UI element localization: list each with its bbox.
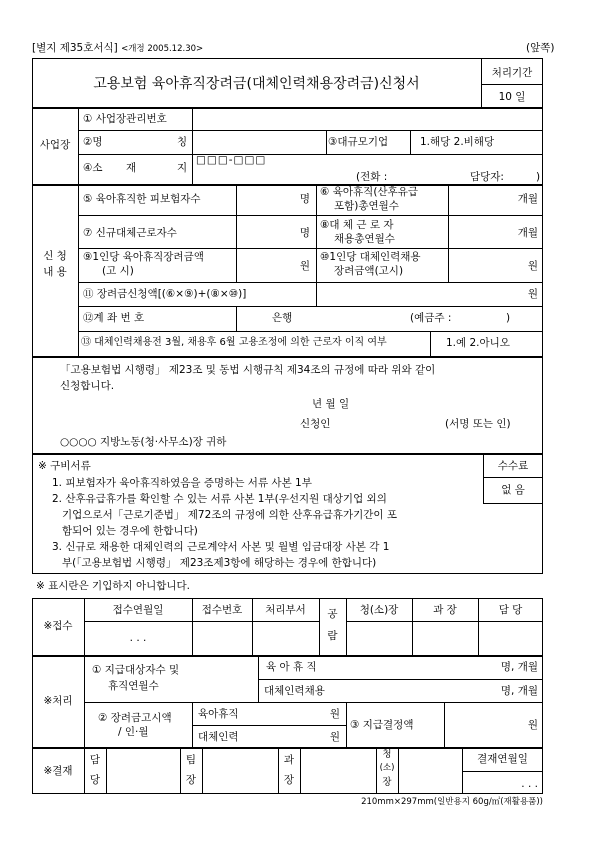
review-label-a: 공 <box>327 608 338 620</box>
processing-period-value: 10 일 <box>498 91 526 103</box>
account-number-label: ⑫계 좌 번 호 <box>83 312 145 324</box>
declaration-line-1: 「고용보험법 시행령」 제23조 및 동법 시행규칙 제34조의 규정에 따라 위와 같이 <box>60 364 436 376</box>
request-section-label-b: 내 용 <box>43 266 67 278</box>
grant-childcare-unit: 원 <box>329 708 340 720</box>
request-section-label-a: 신 청 <box>43 250 67 262</box>
document-3b: 부(「고용보험법 시행령」 제23조제3항에 해당하는 경우에 한합니다) <box>62 557 377 569</box>
approval-team-b: 장 <box>185 774 197 786</box>
receipt-date-dots: . . . <box>129 632 147 644</box>
grant-notice-label-a: ② 장려금고시액 <box>98 712 172 724</box>
signature-label: (서명 또는 인) <box>445 418 511 430</box>
approval-chief-c: 장 <box>382 777 392 788</box>
processing-label: ※처리 <box>43 695 73 707</box>
declaration-line-2: 신청합니다. <box>60 380 115 392</box>
address-label-a: ④소 <box>83 162 103 174</box>
fee-value: 없 음 <box>501 484 525 496</box>
replacement-hire-label: 대체인력채용 <box>264 685 325 697</box>
phone-label: (전화 : <box>356 171 388 183</box>
office-use-note: ※ 표시란은 기입하지 아니합니다. <box>36 580 191 592</box>
childcare-grant-unit: 원 <box>299 260 310 272</box>
recipients-label-b: 휴직연월수 <box>108 680 159 692</box>
replacement-person-month: 명, 개월 <box>500 685 538 697</box>
employment-adjustment-options: 1.예 2.아니오 <box>446 337 510 349</box>
insured-count-unit: 명 <box>299 193 310 205</box>
childcare-person-month: 명, 개월 <box>500 661 538 673</box>
approval-date-dots: . . . <box>521 778 538 790</box>
claim-amount-label: ⑪ 장려금신청액[(⑥×⑨)+(⑧×⑩)] <box>83 288 247 300</box>
receipt-date-label: 접수연월일 <box>112 604 164 616</box>
replacement-months-label-a: ⑧대 체 근 로 자 <box>320 219 394 231</box>
staff-label: 담 당 <box>498 604 523 616</box>
applicant-label: 신청인 <box>300 418 331 430</box>
approval-section-b: 장 <box>283 774 295 786</box>
approval-staff-b: 당 <box>89 774 101 786</box>
receipt-number-label: 접수번호 <box>201 604 243 616</box>
new-workers-label: ⑦ 신규대체근로자수 <box>83 227 177 239</box>
childcare-grant-label-b: (고 시) <box>102 265 134 277</box>
large-company-options: 1.해당 2.비해당 <box>420 136 495 148</box>
approval-chief-a: 청 <box>382 749 392 760</box>
childcare-grant-label-a: ⑨1인당 육아휴직장려금액 <box>83 251 204 263</box>
employer-section-label: 사업장 <box>39 139 71 151</box>
new-workers-unit: 명 <box>299 227 310 239</box>
receipt-label: ※접수 <box>43 620 73 632</box>
page-side-label: (앞쪽) <box>526 42 555 54</box>
review-label-b: 람 <box>327 630 338 642</box>
document-1: 1. 피보험자가 육아휴직하였음을 증명하는 서류 사본 1부 <box>52 477 312 489</box>
grant-replacement-unit: 원 <box>329 731 340 743</box>
document-2a: 2. 산후유급휴가를 확인할 수 있는 서류 사본 1부(우선지원 대상기업 외의 <box>52 493 387 505</box>
replacement-grant-label-b: 장려금액(고시) <box>334 265 404 277</box>
documents-heading: ※ 구비서류 <box>38 460 91 472</box>
depositor-close: ) <box>506 312 511 324</box>
name-label-b: 칭 <box>177 136 188 148</box>
form-title: 고용보험 육아휴직장려금(대체인력채용장려금)신청서 <box>93 76 420 92</box>
grant-childcare-label: 육아휴직 <box>198 708 239 720</box>
approval-chief-b: (소) <box>379 763 395 773</box>
grant-notice-label-b: / 인·월 <box>118 726 149 738</box>
insured-count-label: ⑤ 육아휴직한 피보험자수 <box>83 193 201 205</box>
replacement-months-label-b: 채용총연월수 <box>334 233 395 245</box>
processing-period-label: 처리기간 <box>491 67 533 79</box>
paper-spec: 210mm×297mm(일반용지 60g/㎡(재활용품)) <box>361 797 543 807</box>
fee-label: 수수료 <box>497 460 529 472</box>
manager-label: 담당자: <box>470 171 504 183</box>
approval-team-a: 팀 <box>185 754 197 766</box>
grant-replacement-label: 대체인력 <box>198 731 239 743</box>
large-company-label: ③대규모기업 <box>328 136 389 148</box>
dept-label: 처리부서 <box>265 604 306 616</box>
depositor-label: (예금주 : <box>410 312 452 324</box>
leave-months-label-a: ⑥ 육아휴직(산후유급 <box>320 186 418 198</box>
leave-months-label-b: 포함)총연월수 <box>334 200 399 212</box>
manager-close: ) <box>536 171 541 183</box>
form-number: [별지 제35호서식] <개정 2005.12.30> <box>32 42 204 54</box>
document-2c: 함되어 있는 경우에 한합니다) <box>62 525 198 537</box>
office-addressee: ○○○○ 지방노동(청·사무소)장 귀하 <box>60 436 227 448</box>
recipients-label-a: ① 지급대상자수 및 <box>92 664 180 676</box>
approval-staff-a: 담 <box>89 754 101 766</box>
approval-section-a: 과 <box>283 754 295 766</box>
address-label-c: 지 <box>177 162 188 174</box>
postal-code-boxes: □□□-□□□ <box>196 154 267 166</box>
employment-adjustment-label: ⑬ 대체인력채용전 3월, 채용후 6월 고용조정에 의한 근로자 이직 여부 <box>81 337 387 348</box>
childcare-leave-label: 육 아 휴 직 <box>266 661 317 673</box>
approval-date-label: 결재연월일 <box>477 753 528 765</box>
document-3a: 3. 신규로 채용한 대체인력의 근로계약서 사본 및 월별 임금대장 사본 각 1 <box>52 541 390 553</box>
payment-decision-unit: 원 <box>527 719 538 731</box>
document-2b: 기업으로서「근로기준법」 제72조의 규정에 의한 산후유급휴가기간이 포 <box>62 509 398 521</box>
bank-label: 은행 <box>272 312 293 324</box>
name-label-a: ②명 <box>83 136 103 148</box>
replacement-grant-label-a: ⑩1인당 대체인력채용 <box>320 251 421 263</box>
address-label-b: 재 <box>126 162 137 174</box>
payment-decision-label: ③ 지급결정액 <box>350 719 414 731</box>
leave-months-unit: 개월 <box>517 193 538 205</box>
claim-amount-unit: 원 <box>527 288 538 300</box>
replacement-months-unit: 개월 <box>517 227 538 239</box>
business-id-label: ① 사업장관리번호 <box>83 113 167 125</box>
declaration-date: 년 월 일 <box>312 398 350 410</box>
section-chief-label: 과 장 <box>433 604 457 616</box>
approval-label: ※결재 <box>43 765 73 777</box>
chief-label: 청(소)장 <box>359 604 399 616</box>
replacement-grant-unit: 원 <box>527 260 538 272</box>
